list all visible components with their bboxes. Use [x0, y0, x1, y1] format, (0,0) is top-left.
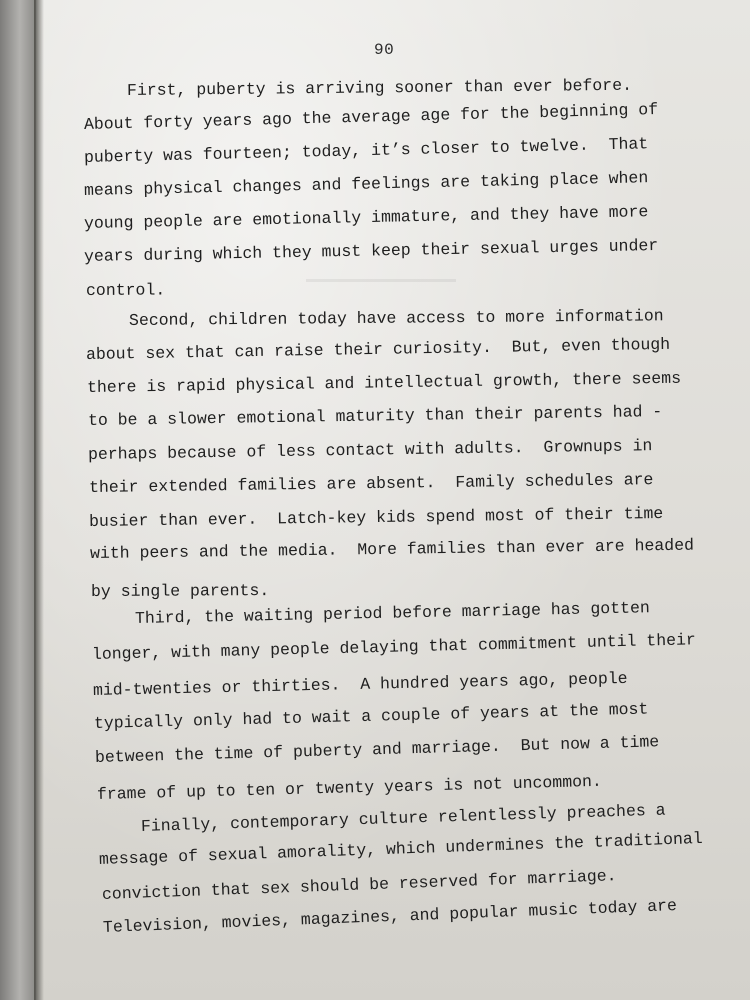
- text-line: About forty years ago the average age for the beginning of: [83, 99, 659, 134]
- text-line: there is rapid physical and intellectual growth, there seems: [86, 368, 682, 397]
- text-line: with peers and the media. More families than ever are headed: [89, 535, 695, 563]
- text-line: control.: [85, 280, 166, 300]
- text-line: Finally, contemporary culture relentlessly preaches a: [140, 800, 666, 836]
- facing-page-edge: [0, 0, 36, 1000]
- text-line: to be a slower emotional maturity than their parents had -: [87, 401, 663, 430]
- text-line: puberty was fourteen; today, it’s closer to twelve. That: [83, 134, 649, 167]
- text-line: Second, children today have access to more information: [128, 306, 664, 330]
- page-body: [36, 0, 750, 1000]
- text-line: message of sexual amorality, which undermines the traditional: [98, 828, 703, 869]
- text-line: typically only had to wait a couple of years at the most: [93, 699, 649, 733]
- text-line: First, puberty is arriving sooner than ever before.: [126, 75, 633, 100]
- text-line: young people are emotionally immature, and they have more: [83, 202, 649, 233]
- text-line: by single parents.: [90, 581, 270, 601]
- text-line: Television, movies, magazines, and popular music today are: [102, 895, 678, 937]
- text-line: conviction that sex should be reserved for marriage.: [101, 866, 617, 904]
- book-page: [36, 0, 750, 1000]
- text-line: perhaps because of less contact with adults. Grownups in: [87, 436, 653, 464]
- page-number: 90: [374, 41, 395, 59]
- text-line: between the time of puberty and marriage. But now a time: [94, 732, 660, 767]
- text-line: years during which they must keep their sexual urges under: [83, 235, 659, 266]
- text-line: about sex that can raise their curiosity. But, even though: [85, 334, 671, 364]
- text-line: their extended families are absent. Family schedules are: [88, 470, 654, 497]
- binding-shadow: [34, 0, 44, 1000]
- text-line: mid-twenties or thirties. A hundred years ago, people: [92, 668, 628, 700]
- text-line: longer, with many people delaying that commitment until their: [91, 630, 697, 664]
- text-line: means physical changes and feelings are taking place when: [83, 168, 649, 200]
- text-line: frame of up to ten or twenty years is not uncommon.: [96, 771, 603, 804]
- text-line: busier than ever. Latch-key kids spend most of their time: [88, 503, 664, 531]
- text-line: Third, the waiting period before marriage has gotten: [134, 598, 650, 628]
